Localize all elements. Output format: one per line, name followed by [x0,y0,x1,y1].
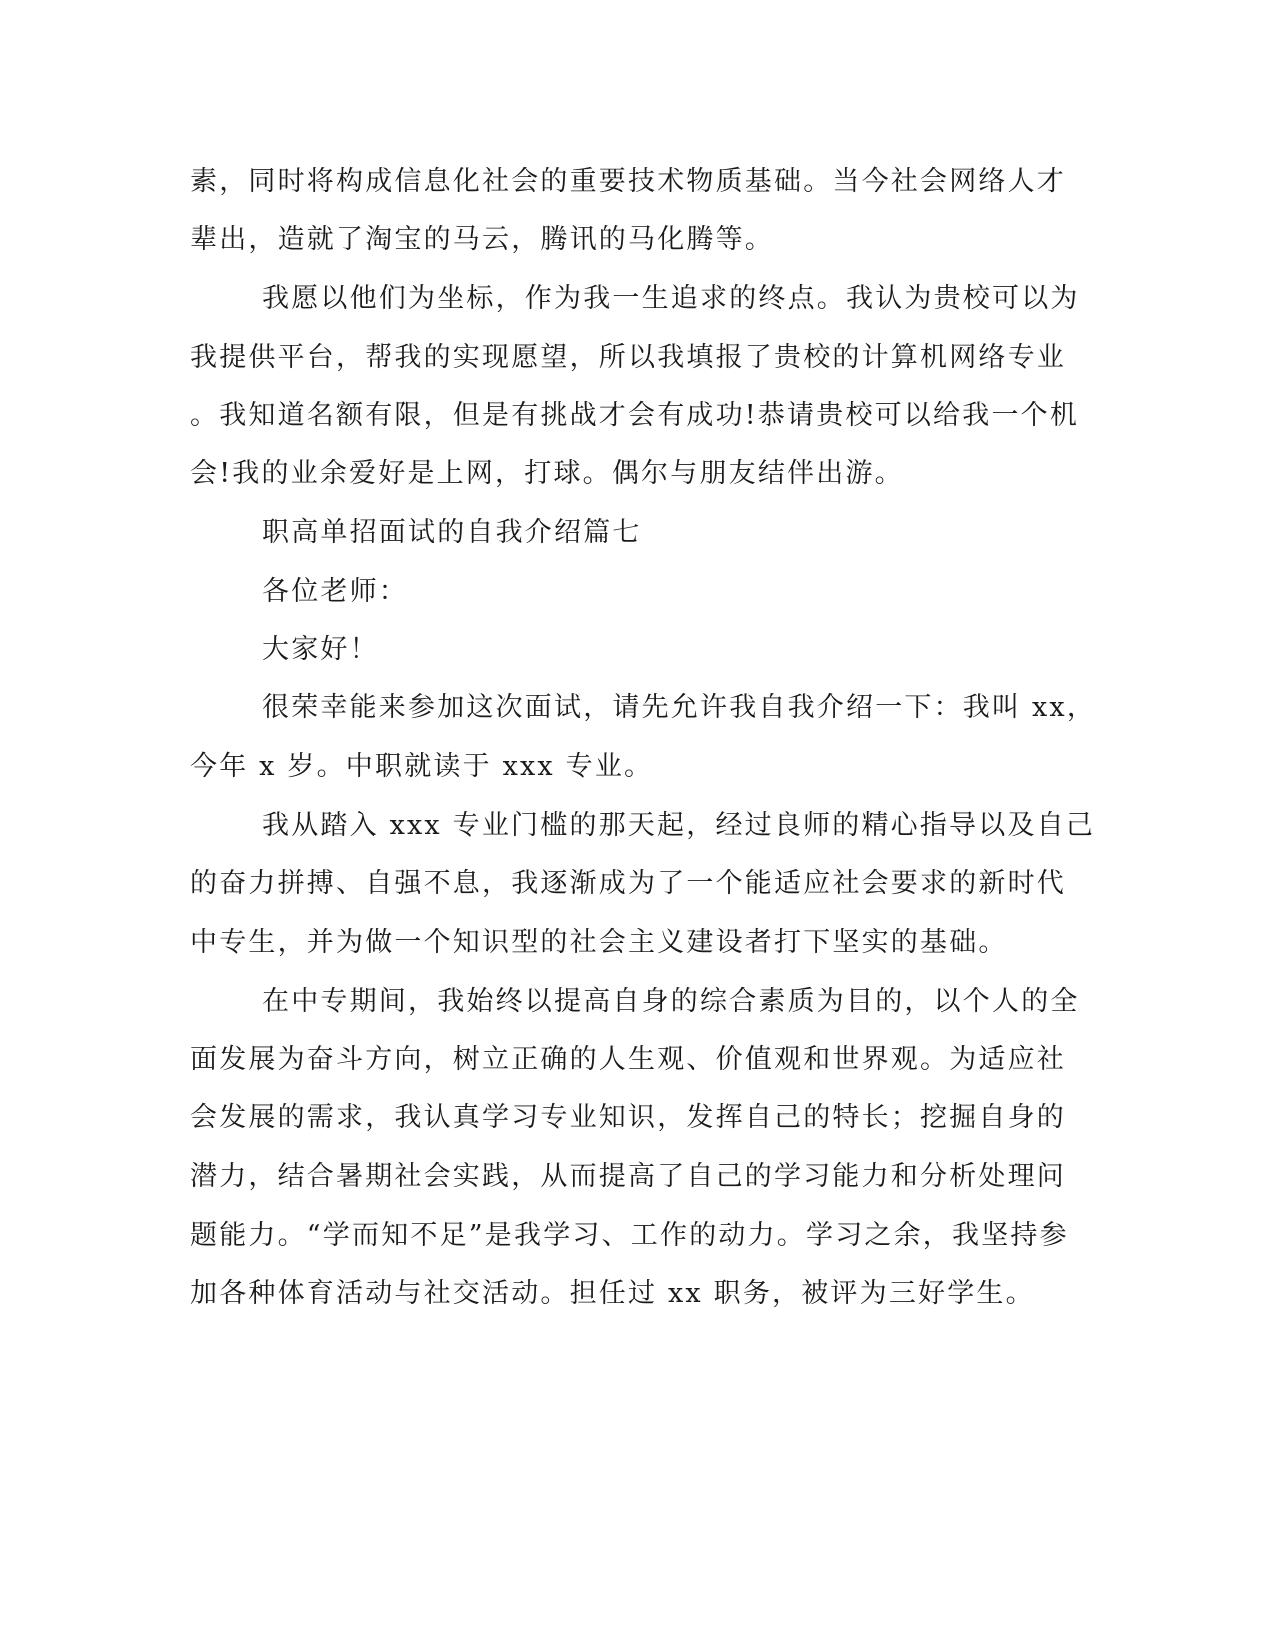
text-line: 很荣幸能来参加这次面试，请先允许我自我介绍一下：我叫 xx， [262,692,1097,723]
text-line: 的奋力拼搏、自强不息，我逐渐成为了一个能适应社会要求的新时代 [190,868,1066,899]
greeting: 大家好！ [262,634,379,665]
text-line: 会!我的业余爱好是上网，打球。偶尔与朋友结伴出游。 [190,458,904,489]
text-line: 。我知道名额有限，但是有挑战才会有成功!恭请贵校可以给我一个机 [190,400,1080,431]
section-heading: 职高单招面试的自我介绍篇七 [262,517,642,548]
text-line: 中专生，并为做一个知识型的社会主义建设者打下坚实的基础。 [190,927,1008,958]
text-line: 潜力，结合暑期社会实践，从而提高了自己的学习能力和分析处理问 [190,1161,1066,1192]
text-line: 我从踏入 xxx 专业门槛的那天起，经过良师的精心指导以及自己 [262,810,1096,841]
text-line: 题能力。“学而知不足”是我学习、工作的动力。学习之余，我坚持参 [190,1220,1069,1251]
text-line: 加各种体育活动与社交活动。担任过 xx 职务，被评为三好学生。 [190,1278,1035,1309]
text-line: 今年 x 岁。中职就读于 xxx 专业。 [190,751,654,782]
text-line: 会发展的需求，我认真学习专业知识，发挥自己的特长；挖掘自身的 [190,1102,1066,1133]
salutation: 各位老师： [262,576,408,607]
text-line: 素，同时将构成信息化社会的重要技术物质基础。当今社会网络人才 [190,166,1066,197]
text-line: 在中专期间，我始终以提高自身的综合素质为目的，以个人的全 [262,986,1080,1017]
text-line: 我提供平台，帮我的实现愿望，所以我填报了贵校的计算机网络专业 [190,342,1066,373]
text-line: 辈出，造就了淘宝的马云，腾讯的马化腾等。 [190,224,774,255]
text-line: 面发展为奋斗方向，树立正确的人生观、价值观和世界观。为适应社 [190,1044,1066,1075]
text-line: 我愿以他们为坐标，作为我一生追求的终点。我认为贵校可以为 [262,283,1080,314]
